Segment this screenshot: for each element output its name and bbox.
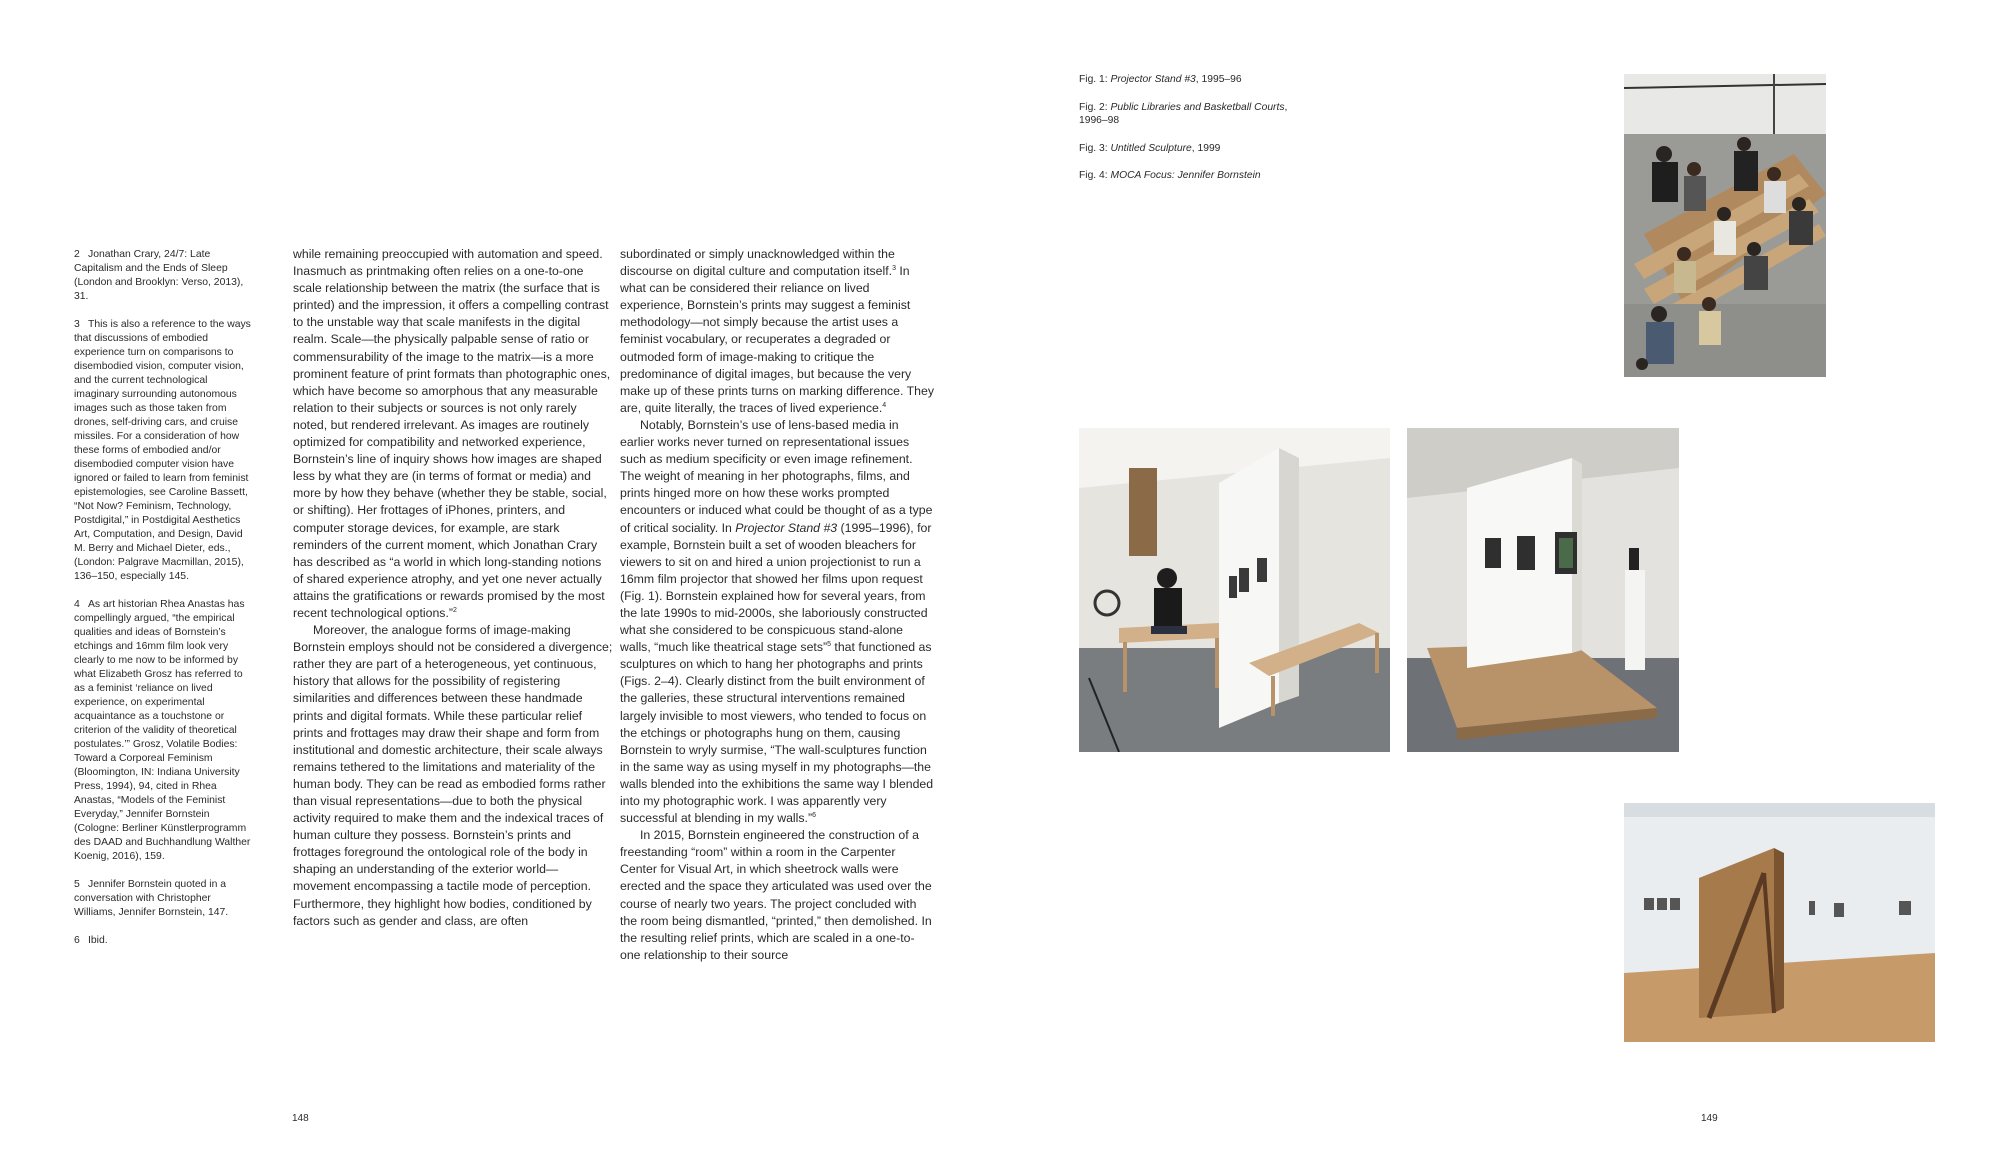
paragraph — [293, 246, 613, 622]
figure-captions — [1079, 73, 1309, 197]
paragraph-text: subordinated or simply unacknowledged within the discourse on digital culture and computation itself. — [620, 247, 895, 279]
body-column-1 — [293, 246, 613, 930]
caption-title: Public Libraries and Basketball Courts — [1110, 101, 1285, 113]
caption-title: Untitled Sculpture — [1110, 142, 1192, 154]
paragraph-text: In 2015, Bornstein engineered the construction of a freestanding “room” within a room in the Carpenter Center for Visual Art, in which sheetrock walls were erected and the space they articulated was used over the course of nearly two years. The project concluded with the room being dismantled, “printed,” then demolished. In the resulting relief prints, which are scaled in a one-to-one relationship to their source — [620, 828, 932, 962]
body-column-2 — [620, 246, 935, 964]
caption-date: , 1995–96 — [1195, 74, 1242, 85]
caption-label: Fig. 1: — [1079, 74, 1108, 85]
footnote-text: Jonathan Crary, 24/7: Late Capitalism and the Ends of Sleep (London and Brooklyn: Verso, 2013), 31. — [74, 249, 244, 302]
footnote-text: Jennifer Bornstein quoted in a conversation with Christopher Williams, Jennifer Bornstein, 147. — [74, 879, 229, 918]
figure-1-photo — [1624, 74, 1826, 377]
footnote-number: 4 — [74, 599, 80, 610]
caption-fig-1 — [1079, 73, 1309, 87]
footnote-4 — [74, 598, 254, 864]
paragraph-text: while remaining preoccupied with automation and speed. Inasmuch as printmaking often relies on a one-to-one scale relationship between the matrix (the surface that is printed) and the impression, it offers a compelling contrast to the unstable way that scale manifests in the digital realm. Scale—the physically palpable sense of ratio or commensurability of the image to the matrix—is a more prominent feature of print formats than photographic ones, which have become so amorphous that any measurable relation to their subjects or sources is not only rarely noted, but rendered irrelevant. As images are routinely optimized for compatibility and networked experience, Bornstein’s line of inquiry shows how images are shaped less by what they are (in terms of format or media) and more by how they behave (whether they be stable, social, or shifting). Her frottages of iPhones, printers, and computer storage devices, for example, are stark reminders of the current moment, which Jonathan Crary has described as “a world in which long-standing notions of shared experience atrophy, and yet one never actually attains the gratifications or rewards promised by the most recent technological options.” — [293, 247, 611, 620]
paragraph — [293, 622, 613, 930]
page-number-left: 148 — [292, 1113, 309, 1124]
figure-3-photo — [1407, 428, 1679, 752]
footnote-6 — [74, 934, 254, 948]
paragraph — [620, 827, 935, 964]
footnote-ref: 4 — [882, 401, 887, 409]
paragraph-text: In what can be considered their reliance on lived experience, Bornstein’s prints may suggest a feminist methodology—not simply because the artist uses a feminist vocabulary, or recuperates a degraded or outmoded form of image-making to critique the predominance of digital images, but because the very make up of these prints turns on marking difference. They are, quite literally, the traces of lived experience. — [620, 264, 934, 415]
caption-date: , 1999 — [1191, 142, 1221, 154]
caption-label: Fig. 3: — [1079, 142, 1108, 154]
footnote-text: Ibid. — [88, 935, 108, 946]
paragraph-text: (1995–1996), for example, Bornstein built a set of wooden bleachers for viewers to sit on and hired a union projectionist to run a 16mm film projector that showed her films upon request (Fig. 1). Bornstein explained how for several years, from the late 1990s to mid-2000s, she laboriously constructed what she considered to be conspicuous stand-alone walls, “much like theatrical stage sets” — [620, 520, 932, 655]
paragraph — [620, 246, 935, 417]
footnote-2 — [74, 248, 254, 304]
footnote-5 — [74, 878, 254, 920]
footnote-ref: 3 — [892, 265, 896, 272]
footnote-ref: 2 — [452, 606, 457, 614]
footnote-text: As art historian Rhea Anastas has compellingly argued, “the empirical qualities and ideas of Bornstein’s etchings and 16mm film look very clearly to me now to be informed by what Elizabeth Grosz has referred to as a feminist ‘reliance on lived experience, on experimental acquaintance as a touchstone or criterion of the validity of theoretical postulates.’” Grosz, Volatile Bodies: Toward a Corporeal Feminism (Bloomington, IN: Indiana University Press, 1994), 94, cited in Rhea Anastas, “Models of the Feminist Everyday,” Jennifer Bornstein (Cologne: Berliner Künstlerprogramm des DAAD and Buchhandlung Walther Koenig, 2016), 159. — [74, 599, 251, 862]
paragraph-text: Moreover, the analogue forms of image-making Bornstein employs should not be considered a divergence; rather they are part of a heterogeneous, yet continuous, history that allows for the possibility of registering similarities and differences between these handmade prints and digital formats. While these particular relief prints and frottages may draw their shape and form from institutional and domestic architecture, their scale always remains tethered to the limitations and materiality of the human body. They can be read as embodied forms rather than visual representations—due to both the physical activity required to make them and the indexical traces of human culture they possess. Bornstein’s prints and frottages foreground the ontological role of the body in shaping an understanding of the exterior world—movement encompassing a tactile mode of perception. Furthermore, they highlight how bodies, conditioned by factors such as gender and class, are often — [293, 623, 613, 928]
caption-label: Fig. 4: — [1079, 170, 1108, 181]
footnote-number: 5 — [74, 879, 80, 890]
footnote-ref: 5 — [827, 641, 831, 649]
paragraph-text: that functioned as sculptures on which to hang her photographs and prints (Figs. 2–4). Clearly distinct from the built environment of the galleries, these structural interventions remained largely invisible to most viewers, who tended to focus on the etchings or photographs hung on them, causing Bornstein to wryly surmise, “The wall-sculptures function in the same way as using myself in my photographs—the walls blended into the exhibitions the same way I blended into my photographic work. I was apparently very successful at blending in my walls.” — [620, 640, 934, 826]
paragraph-text: Notably, Bornstein’s use of lens-based media in earlier works never turned on representational issues such as medium specificity or even image refinement. The weight of meaning in her photographs, films, and prints hinged more on how these works prompted encounters or induced what could be thought of as a type of critical sociality. In — [620, 417, 933, 535]
footnote-number: 3 — [74, 319, 80, 330]
caption-date: , 1996–98 — [1079, 101, 1288, 126]
caption-label: Fig. 2: — [1079, 101, 1108, 113]
footnote-ref: 6 — [812, 812, 816, 819]
caption-fig-2 — [1079, 101, 1309, 128]
footnote-number: 2 — [74, 249, 80, 260]
artwork-title: Projector Stand #3 — [735, 520, 838, 535]
figure-4-photo — [1624, 803, 1935, 1042]
caption-fig-3 — [1079, 142, 1309, 156]
paragraph — [620, 417, 935, 827]
page-number-right: 149 — [1701, 1113, 1718, 1124]
footnote-number: 6 — [74, 935, 80, 946]
caption-fig-4 — [1079, 169, 1309, 183]
footnote-3 — [74, 318, 254, 584]
caption-title: Projector Stand #3 — [1110, 74, 1196, 85]
figure-2-photo — [1079, 428, 1390, 752]
footnotes-column — [74, 248, 254, 962]
footnote-text: This is also a reference to the ways that discussions of embodied experience turn on comparisons to disembodied vision, computer vision, and the current technological imaginary surrounding autonomous images such as those taken from drones, self-driving cars, and cruise missiles. For a consideration of how these forms of embodied and/or disembodied computer vision have ignored or failed to learn from feminist epistemologies, see Caroline Bassett, “Not Now? Feminism, Technology, Postdigital,” in Postdigital Aesthetics Art, Computation, and Design, David M. Berry and Michael Dieter, eds., (London: Palgrave Macmillan, 2015), 136–150, especially 145. — [74, 319, 251, 582]
caption-title: MOCA Focus: Jennifer Bornstein — [1110, 170, 1261, 181]
